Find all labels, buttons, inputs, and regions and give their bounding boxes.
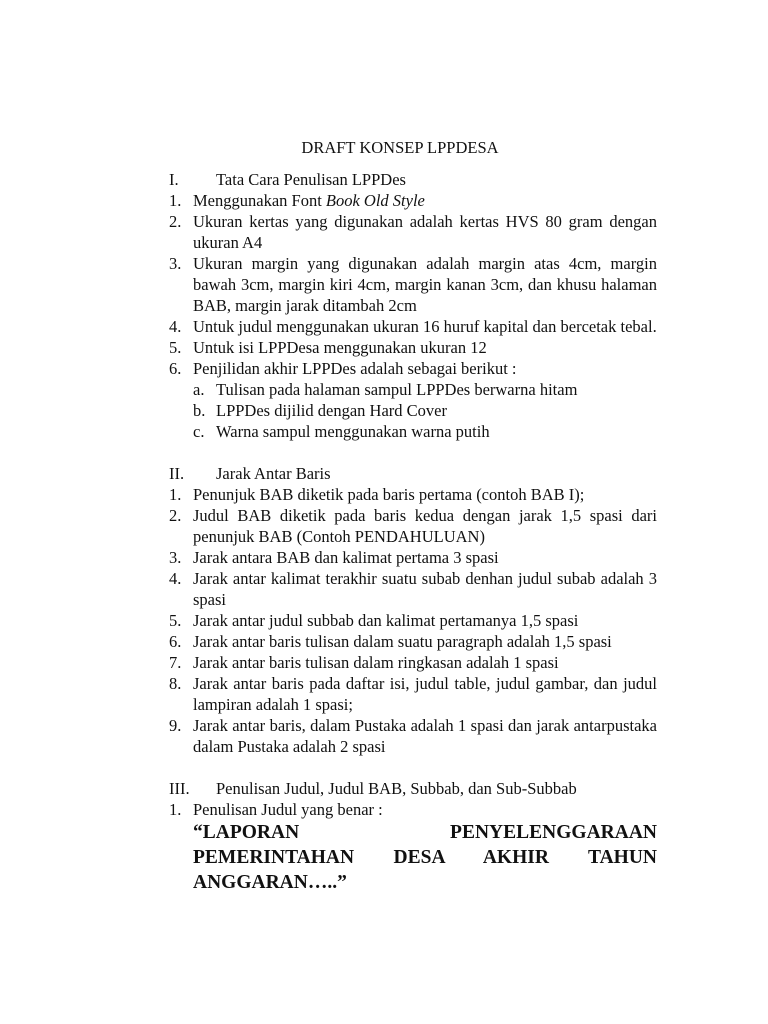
list-text-plain: Menggunakan Font bbox=[193, 191, 326, 210]
title-example-line: ANGGARAN…..” bbox=[193, 872, 347, 893]
list-text: Penjilidan akhir LPPDes adalah sebagai berikut : bbox=[193, 359, 517, 378]
sub-list-item bbox=[193, 421, 657, 442]
section-title: Jarak Antar Baris bbox=[216, 464, 331, 483]
list-text: Jarak antara BAB dan kalimat pertama 3 spasi bbox=[193, 548, 499, 567]
list-number: 2. bbox=[169, 212, 182, 231]
title-example bbox=[193, 820, 657, 895]
document-body bbox=[169, 169, 657, 895]
list-item bbox=[169, 358, 657, 379]
list-text bbox=[193, 190, 657, 211]
document-title: DRAFT KONSEP LPPDESA bbox=[301, 138, 499, 157]
section-title: Penulisan Judul, Judul BAB, Subbab, dan Sub-Subbab bbox=[216, 779, 577, 798]
list-item bbox=[169, 652, 657, 673]
section-heading-2 bbox=[169, 463, 657, 484]
list-text: Untuk judul menggunakan ukuran 16 huruf kapital dan bercetak tebal. bbox=[193, 317, 657, 336]
list-text: Jarak antar kalimat terakhir suatu subab denhan judul subab adalah 3 spasi bbox=[193, 569, 657, 609]
list-number: 6. bbox=[169, 632, 182, 651]
list-item bbox=[169, 799, 657, 820]
list-text: Jarak antar baris tulisan dalam suatu paragraph adalah 1,5 spasi bbox=[193, 632, 612, 651]
sub-list-text: LPPDes dijilid dengan Hard Cover bbox=[216, 401, 447, 420]
section-heading-1 bbox=[169, 169, 657, 190]
title-example-line: PEMERINTAHAN DESA AKHIR TAHUN bbox=[193, 847, 657, 868]
list-number: 1. bbox=[169, 800, 182, 819]
list-item bbox=[169, 610, 657, 631]
list-item bbox=[169, 316, 657, 337]
list-item bbox=[169, 484, 657, 505]
spacer bbox=[169, 757, 657, 778]
list-item bbox=[169, 568, 657, 610]
sub-list-item bbox=[193, 379, 657, 400]
list-number: 2. bbox=[169, 506, 182, 525]
list-text: Untuk isi LPPDesa menggunakan ukuran 12 bbox=[193, 338, 487, 357]
sub-list-text: Tulisan pada halaman sampul LPPDes berwarna hitam bbox=[216, 380, 578, 399]
sub-list-letter: b. bbox=[193, 401, 206, 420]
section-number: I. bbox=[169, 170, 179, 189]
list-number: 7. bbox=[169, 653, 182, 672]
list-text: Judul BAB diketik pada baris kedua dengan jarak 1,5 spasi dari penunjuk BAB (Contoh PENDAHULUAN) bbox=[193, 506, 657, 546]
list-item bbox=[169, 337, 657, 358]
spacer bbox=[169, 442, 657, 463]
list-item bbox=[169, 253, 657, 316]
font-name: Book Old Style bbox=[325, 191, 425, 210]
list-item bbox=[169, 190, 657, 211]
list-number: 5. bbox=[169, 338, 182, 357]
list-text: Jarak antar baris, dalam Pustaka adalah 1 spasi dan jarak antarpustaka dalam Pustaka adalah 2 spasi bbox=[193, 716, 657, 756]
sub-list-letter: c. bbox=[193, 422, 205, 441]
list-number: 9. bbox=[169, 716, 182, 735]
list-number: 4. bbox=[169, 569, 182, 588]
list-number: 3. bbox=[169, 254, 182, 273]
list-text: Jarak antar baris pada daftar isi, judul table, judul gambar, dan judul lampiran adalah 1 spasi; bbox=[193, 674, 657, 714]
list-item bbox=[169, 631, 657, 652]
list-item bbox=[169, 715, 657, 757]
sub-list-text: Warna sampul menggunakan warna putih bbox=[216, 422, 490, 441]
list-text: Jarak antar judul subbab dan kalimat pertamanya 1,5 spasi bbox=[193, 611, 579, 630]
list-item bbox=[169, 211, 657, 253]
list-number: 3. bbox=[169, 548, 182, 567]
sub-list-letter: a. bbox=[193, 380, 205, 399]
title-example-line: “LAPORAN PENYELENGGARAAN bbox=[193, 822, 657, 843]
list-item bbox=[169, 547, 657, 568]
list-number: 1. bbox=[169, 191, 182, 210]
list-item bbox=[169, 505, 657, 547]
list-item bbox=[169, 673, 657, 715]
list-text: Ukuran kertas yang digunakan adalah kertas HVS 80 gram dengan ukuran A4 bbox=[193, 212, 657, 252]
list-number: 5. bbox=[169, 611, 182, 630]
section-number: III. bbox=[169, 779, 190, 798]
sub-list-item bbox=[193, 400, 657, 421]
section-number: II. bbox=[169, 464, 185, 483]
section-heading-3 bbox=[169, 778, 657, 799]
list-number: 8. bbox=[169, 674, 182, 693]
list-text: Penunjuk BAB diketik pada baris pertama (contoh BAB I); bbox=[193, 485, 585, 504]
list-text: Jarak antar baris tulisan dalam ringkasan adalah 1 spasi bbox=[193, 653, 559, 672]
list-text: Ukuran margin yang digunakan adalah margin atas 4cm, margin bawah 3cm, margin kiri 4cm, margin kanan 3cm, dan khusu halaman BAB, margin jarak ditambah 2cm bbox=[193, 254, 657, 315]
list-number: 6. bbox=[169, 359, 182, 378]
list-text: Penulisan Judul yang benar : bbox=[193, 800, 383, 819]
section-title: Tata Cara Penulisan LPPDes bbox=[216, 170, 406, 189]
list-number: 1. bbox=[169, 485, 182, 504]
list-number: 4. bbox=[169, 317, 182, 336]
